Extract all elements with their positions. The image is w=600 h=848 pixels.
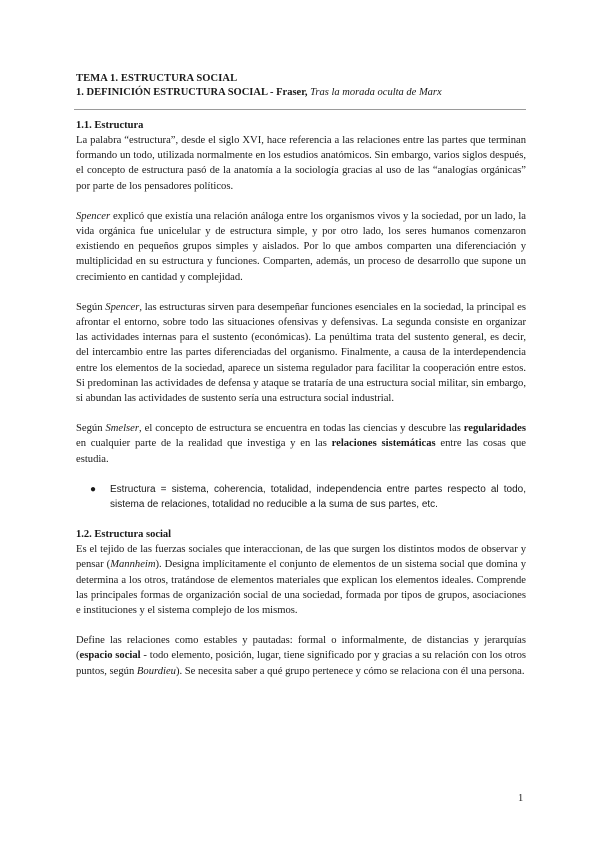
paragraph: Según Spencer, las estructuras sirven para desempeñar funciones esenciales en la sociedad, la principal es afrontar el entorno, sobre todo las situaciones ofensivas y defensivas. La segunda consiste en organizar las actividades internas para el sustento (económicas). La penúltima trata del sustento general, es decir, del intercambio entre las partes diferenciadas del organismo. Finalmente, a causa de la interdependencia entre los elementos de la sociedad, aparece un sistema regulador para facilitar la cooperación entre estos. Si predominan las actividades de defensa y ataque se trataría de una estructura social militar, sin embargo, si abundan las actividades de sustento sería una estructura social industrial.	[76, 301, 527, 405]
bullet-dot-icon: ●	[90, 483, 97, 495]
key-term: espacio social	[79, 650, 141, 662]
paragraph: La palabra “estructura”, desde el siglo XVI, hace referencia a las relaciones entre las partes que terminan formando un todo, utilizada normalmente en los estudios anatómicos. Sin embargo, varios siglos después, el concepto de estructura pasó de la anatomía a la sociología gracias al uso de las “analogías orgánicas” por parte de los pensadores políticos.	[76, 135, 526, 192]
author-name: Spencer	[105, 301, 140, 313]
document-page	[76, 72, 526, 679]
section-heading	[76, 86, 526, 100]
bullet-item	[90, 482, 526, 512]
chapter-title: TEMA 1. ESTRUCTURA SOCIAL	[76, 73, 238, 84]
paragraph: Es el tejido de las fuerzas sociales que interaccionan, de las que surgen los distintos modos de observar y pensar (Mannheim). Designa implícitamente el conjunto de elementos de un sistema social que domina y determina a los otros, tratándose de elementos materiales que explican los elementos ideales. Comprende las principales formas de organización social de una sociedad, formada por tipos de grupos, asociaciones e instituciones y el sistema complejo de los mismos.	[76, 544, 527, 617]
author-name: Bourdieu	[136, 665, 176, 677]
key-term: regularidades	[463, 423, 526, 435]
paragraph: Spencer explicó que existía una relación análoga entre los organismos vivos y la sociedad, por un lado, la vida orgánica fue unicelular y de estructura simple, y por otro lado, los seres humanos comenzaron existiendo en pequeños grupos simples y aislados. Por lo que ambos comparten una diferenciación y multiplicidad en su estructura y funciones. Comparten, además, un proceso de desarrollo que supone un crecimiento en cantidad y complejidad.	[76, 210, 526, 283]
page-number: 1	[518, 793, 524, 804]
author-name: Mannheim	[110, 559, 156, 571]
paragraph: Define las relaciones como estables y pautadas: formal o informalmente, de distancias y jerarquías (espacio social - todo elemento, posición, lugar, tiene significado por y gracias a su relación con los otros puntos, según Bourdieu). Se necesita saber a qué grupo pertenece y cómo se relaciona con él una persona.	[76, 635, 527, 677]
bullet-text: Estructura = sistema, coherencia, totalidad, independencia entre partes respecto al todo, sistema de relaciones, totalidad no reducible a la suma de sus partes, etc.	[110, 483, 526, 511]
subsection-title-1-2: 1.2. Estructura social	[76, 529, 172, 541]
subsection-title-1-1: 1.1. Estructura	[76, 120, 144, 131]
section-heading-source: Tras la morada oculta de Marx	[307, 87, 442, 98]
author-name: Smelser	[105, 423, 139, 435]
horizontal-rule	[74, 109, 526, 110]
author-name: Spencer	[76, 210, 111, 222]
paragraph: Según Smelser, el concepto de estructura se encuentra en todas las ciencias y descubre las regularidades en cualquier parte de la realidad que investiga y en las relaciones sistemáticas entre las cosas que estudia.	[76, 423, 526, 465]
key-term: relaciones sistemáticas	[331, 438, 436, 450]
section-heading-bold: 1. DEFINICIÓN ESTRUCTURA SOCIAL - Fraser,	[76, 87, 308, 98]
